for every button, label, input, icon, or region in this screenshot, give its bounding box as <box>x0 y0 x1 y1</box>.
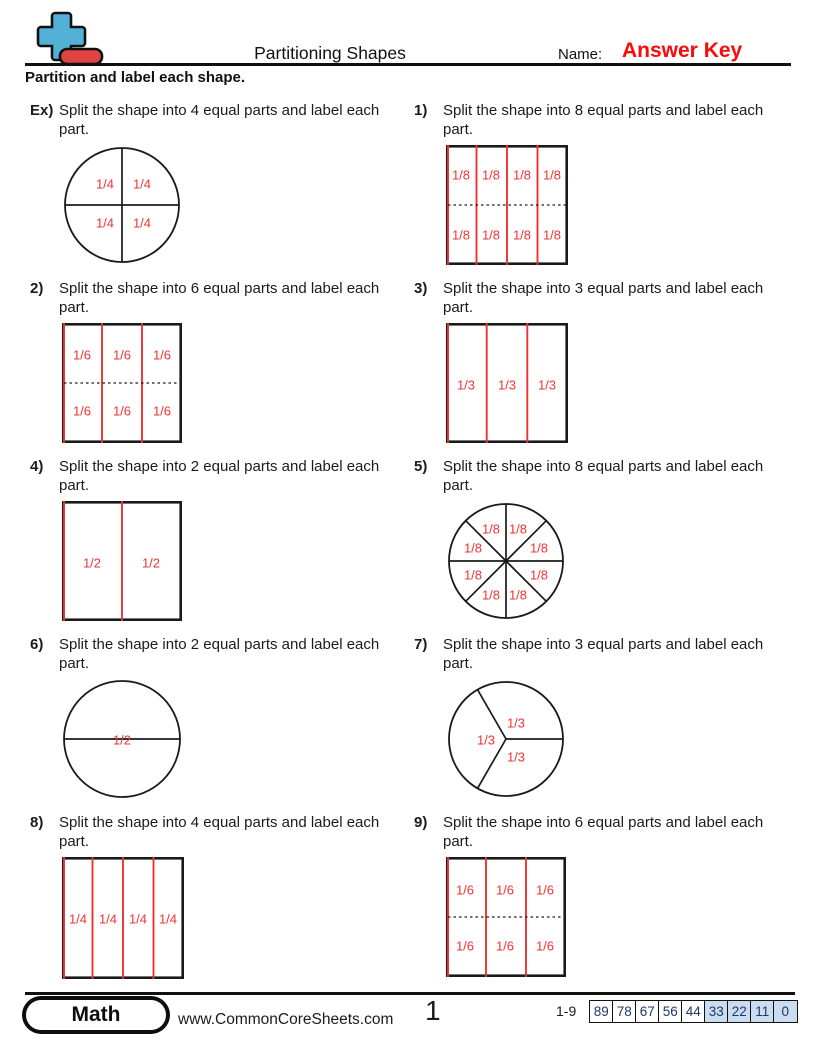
problem-number: 9) <box>414 814 428 831</box>
fraction-label: 1/4 <box>95 176 115 192</box>
fraction-label: 1/8 <box>508 587 528 603</box>
fraction-label: 1/3 <box>476 732 496 748</box>
rectangle-shape <box>62 857 184 979</box>
rectangle-shape <box>446 857 566 977</box>
fraction-label: 1/2 <box>112 732 132 748</box>
fraction-label: 1/2 <box>82 555 102 571</box>
problem-prompt: Split the shape into 3 equal parts and label each part. <box>443 636 764 672</box>
website-text: www.CommonCoreSheets.com <box>178 1011 394 1028</box>
fraction-label: 1/4 <box>158 911 178 927</box>
fraction-label: 1/6 <box>112 347 132 363</box>
problem-3 <box>414 279 798 443</box>
problem-number: 5) <box>414 458 428 475</box>
fraction-label: 1/8 <box>481 227 501 243</box>
fraction-label: 1/6 <box>495 882 515 898</box>
fraction-label: 1/4 <box>128 911 148 927</box>
subject-badge-label: Math <box>71 1003 121 1026</box>
score-cell: 56 <box>658 1000 683 1023</box>
fraction-label: 1/8 <box>451 167 471 183</box>
circle-shape <box>446 501 566 621</box>
fraction-label: 1/4 <box>68 911 88 927</box>
fraction-label: 1/4 <box>95 215 115 231</box>
problem-prompt: Split the shape into 4 equal parts and label each part. <box>59 102 380 138</box>
fraction-label: 1/6 <box>495 938 515 954</box>
problem-2 <box>30 279 414 443</box>
fraction-label: 1/4 <box>132 176 152 192</box>
fraction-label: 1/8 <box>463 567 483 583</box>
fraction-label: 1/3 <box>537 377 557 393</box>
fraction-label: 1/6 <box>535 882 555 898</box>
rectangle-shape <box>446 323 568 443</box>
header-rule <box>25 63 791 66</box>
problem-7 <box>414 635 798 799</box>
footer-rule <box>25 992 795 995</box>
rectangle-shape <box>62 323 182 443</box>
problem-prompt: Split the shape into 4 equal parts and label each part. <box>59 814 380 850</box>
problem-prompt: Split the shape into 2 equal parts and label each part. <box>59 636 380 672</box>
problem-number: 4) <box>30 458 44 475</box>
score-range-label: 1-9 <box>556 1003 577 1019</box>
problem-prompt: Split the shape into 6 equal parts and label each part. <box>443 814 764 850</box>
problem-6 <box>30 635 414 799</box>
problem-ex <box>30 101 414 265</box>
subject-badge-inner <box>26 1000 166 1030</box>
fraction-label: 1/6 <box>152 347 172 363</box>
subject-badge <box>22 996 170 1034</box>
problem-number: 6) <box>30 636 44 653</box>
problem-number: 2) <box>30 280 44 297</box>
circle-shape <box>62 145 182 265</box>
fraction-label: 1/3 <box>506 715 526 731</box>
fraction-label: 1/3 <box>506 749 526 765</box>
name-label: Name: <box>558 46 603 63</box>
score-cell: 22 <box>727 1000 752 1023</box>
fraction-label: 1/6 <box>535 938 555 954</box>
rectangle-shape <box>62 501 182 621</box>
page-title: Partitioning Shapes <box>254 43 406 63</box>
fraction-label: 1/4 <box>98 911 118 927</box>
problem-prompt: Split the shape into 3 equal parts and label each part. <box>443 280 764 316</box>
problem-prompt: Split the shape into 8 equal parts and label each part. <box>443 458 764 494</box>
problem-number: 8) <box>30 814 44 831</box>
score-cell: 67 <box>635 1000 660 1023</box>
problem-prompt: Split the shape into 2 equal parts and label each part. <box>59 458 380 494</box>
fraction-label: 1/6 <box>455 938 475 954</box>
fraction-label: 1/8 <box>481 587 501 603</box>
score-cell: 89 <box>589 1000 614 1023</box>
instruction-text: Partition and label each shape. <box>25 69 246 86</box>
fraction-label: 1/8 <box>512 227 532 243</box>
fraction-label: 1/8 <box>542 227 562 243</box>
rectangle-shape <box>446 145 568 265</box>
fraction-label: 1/4 <box>132 215 152 231</box>
page-number: 1 <box>425 995 441 1026</box>
fraction-label: 1/8 <box>481 521 501 537</box>
fraction-label: 1/8 <box>463 540 483 556</box>
fraction-label: 1/8 <box>529 567 549 583</box>
fraction-label: 1/6 <box>112 403 132 419</box>
problem-5 <box>414 457 798 621</box>
fraction-label: 1/6 <box>455 882 475 898</box>
problem-1 <box>414 101 798 265</box>
fraction-label: 1/8 <box>508 521 528 537</box>
fraction-label: 1/8 <box>529 540 549 556</box>
score-cell: 11 <box>750 1000 775 1023</box>
fraction-label: 1/2 <box>141 555 161 571</box>
problem-number: 1) <box>414 102 428 119</box>
score-cell: 33 <box>704 1000 729 1023</box>
fraction-label: 1/3 <box>497 377 517 393</box>
circle-shape <box>446 679 566 799</box>
fraction-label: 1/3 <box>456 377 476 393</box>
problem-prompt: Split the shape into 6 equal parts and label each part. <box>59 280 380 316</box>
fraction-label: 1/8 <box>481 167 501 183</box>
fraction-label: 1/8 <box>451 227 471 243</box>
problem-number: 7) <box>414 636 428 653</box>
problem-9 <box>414 813 798 977</box>
score-cell: 44 <box>681 1000 706 1023</box>
circle-shape <box>62 679 182 799</box>
fraction-label: 1/6 <box>152 403 172 419</box>
problem-8 <box>30 813 414 979</box>
problem-prompt: Split the shape into 8 equal parts and label each part. <box>443 102 764 138</box>
fraction-label: 1/8 <box>542 167 562 183</box>
fraction-label: 1/8 <box>512 167 532 183</box>
problem-number: 3) <box>414 280 428 297</box>
fraction-label: 1/6 <box>72 403 92 419</box>
score-cell: 78 <box>612 1000 637 1023</box>
problem-4 <box>30 457 414 621</box>
fraction-label: 1/6 <box>72 347 92 363</box>
score-cell: 0 <box>773 1000 798 1023</box>
answer-key-value: Answer Key <box>622 39 743 62</box>
score-table <box>589 1000 798 1023</box>
problem-number: Ex) <box>30 102 54 119</box>
